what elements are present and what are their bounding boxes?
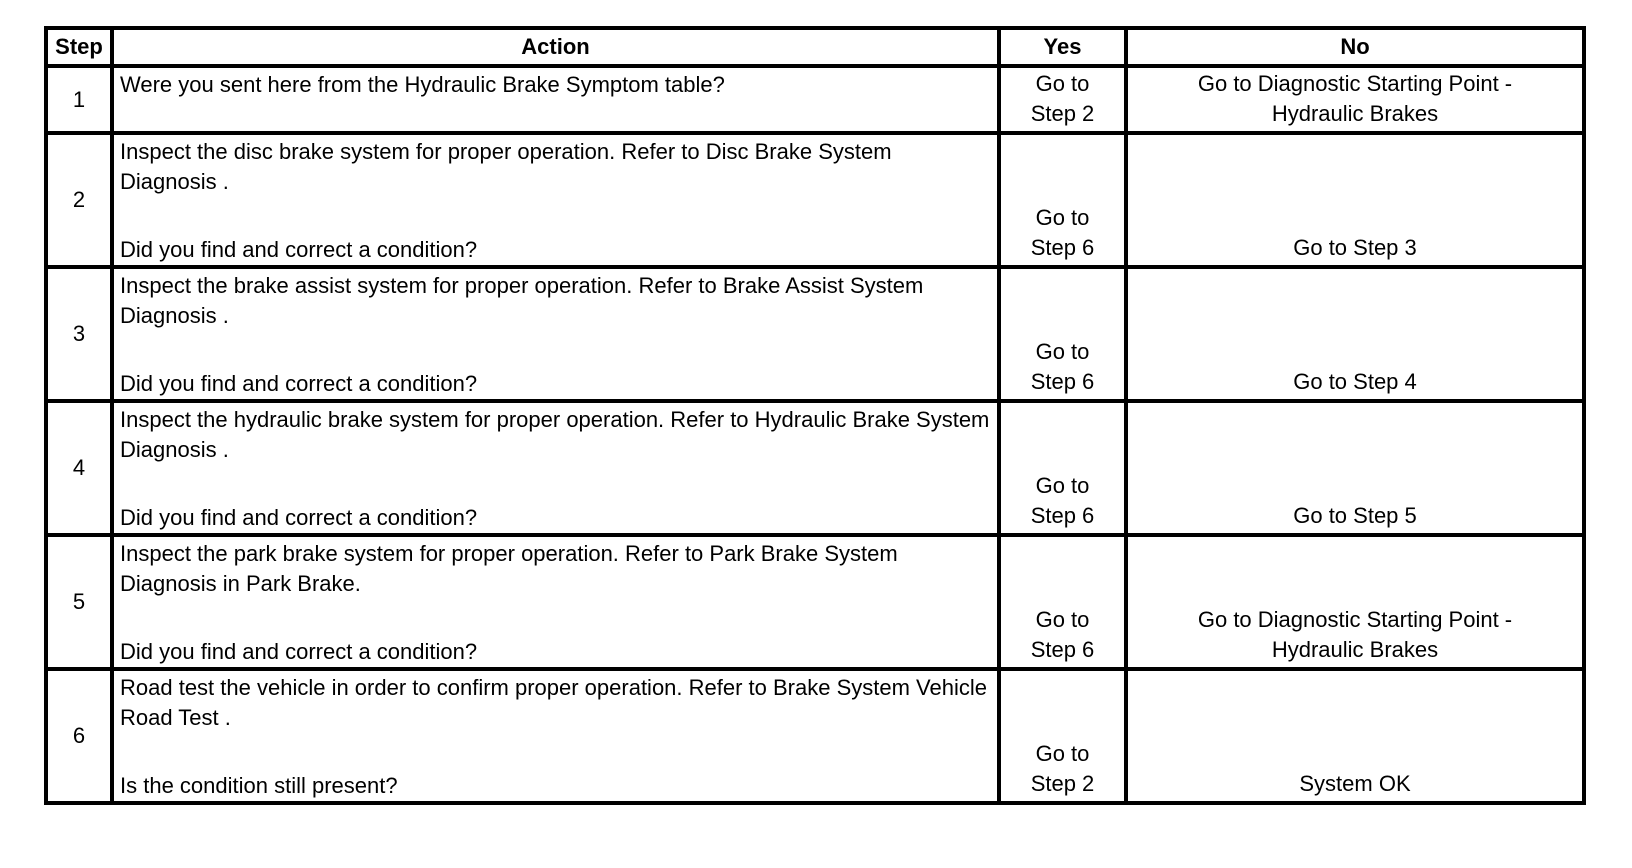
header-action: Action <box>112 28 999 66</box>
yes-cell <box>999 267 1126 401</box>
header-no: No <box>1126 28 1584 66</box>
header-yes: Yes <box>999 28 1126 66</box>
no-cell <box>1126 133 1584 267</box>
no-link-line1[interactable]: Go to Diagnostic Starting Point - <box>1197 607 1513 632</box>
step-number: 1 <box>46 66 112 133</box>
action-question: Is the condition still present? <box>120 773 398 798</box>
yes-cell <box>999 401 1126 535</box>
step-number: 3 <box>46 267 112 401</box>
yes-link-line1[interactable]: Go to <box>1035 741 1090 766</box>
action-cell <box>112 66 999 133</box>
step-number: 2 <box>46 133 112 267</box>
action-cell <box>112 267 999 401</box>
yes-cell <box>999 66 1126 133</box>
yes-link-line2[interactable]: Step 6 <box>1030 637 1095 662</box>
yes-cell <box>999 133 1126 267</box>
yes-cell <box>999 669 1126 803</box>
no-cell <box>1126 66 1584 133</box>
action-text: Inspect the disc brake system for proper operation. Refer to Disc Brake System Diagnosis . <box>120 139 892 194</box>
yes-link-line2[interactable]: Step 6 <box>1030 235 1095 260</box>
yes-link-line2[interactable]: Step 2 <box>1030 101 1095 126</box>
step-number: 4 <box>46 401 112 535</box>
action-question: Did you find and correct a condition? <box>120 371 478 396</box>
action-cell <box>112 535 999 669</box>
no-link-line2[interactable]: Go to Step 4 <box>1293 369 1417 394</box>
action-cell <box>112 401 999 535</box>
action-question: Did you find and correct a condition? <box>120 639 478 664</box>
action-text: Were you sent here from the Hydraulic Brake Symptom table? <box>120 72 725 97</box>
no-cell <box>1126 535 1584 669</box>
yes-link-line2[interactable]: Step 2 <box>1030 771 1095 796</box>
action-text: Road test the vehicle in order to confirm proper operation. Refer to Brake System Vehicle Road Test . <box>120 675 987 730</box>
diagnostic-table <box>44 26 1586 805</box>
yes-link-line1[interactable]: Go to <box>1035 473 1090 498</box>
no-link-line2[interactable]: Hydraulic Brakes <box>1271 637 1439 662</box>
header-step: Step <box>46 28 112 66</box>
action-text: Inspect the park brake system for proper operation. Refer to Park Brake System Diagnosis in Park Brake. <box>120 541 898 596</box>
yes-link-line1[interactable]: Go to <box>1035 607 1090 632</box>
no-link-line1[interactable]: Go to Diagnostic Starting Point - <box>1197 71 1513 96</box>
yes-cell <box>999 535 1126 669</box>
no-cell <box>1126 669 1584 803</box>
no-link-line2[interactable]: Hydraulic Brakes <box>1271 101 1439 126</box>
no-link-line2[interactable]: Go to Step 5 <box>1293 503 1417 528</box>
action-text: Inspect the brake assist system for proper operation. Refer to Brake Assist System Diagnosis . <box>120 273 924 328</box>
step-number: 6 <box>46 669 112 803</box>
table-row <box>46 267 1584 401</box>
action-text: Inspect the hydraulic brake system for proper operation. Refer to Hydraulic Brake System Diagnosis . <box>120 407 990 462</box>
yes-link-line1[interactable]: Go to <box>1035 71 1090 96</box>
yes-link-line1[interactable]: Go to <box>1035 205 1090 230</box>
no-cell <box>1126 401 1584 535</box>
no-link-line2[interactable]: System OK <box>1299 771 1411 796</box>
action-cell <box>112 133 999 267</box>
no-cell <box>1126 267 1584 401</box>
step-number: 5 <box>46 535 112 669</box>
action-question: Did you find and correct a condition? <box>120 237 478 262</box>
table-row <box>46 401 1584 535</box>
yes-link-line2[interactable]: Step 6 <box>1030 503 1095 528</box>
action-question: Did you find and correct a condition? <box>120 505 478 530</box>
table-row <box>46 535 1584 669</box>
table-row <box>46 133 1584 267</box>
table-row <box>46 66 1584 133</box>
no-link-line2[interactable]: Go to Step 3 <box>1293 235 1417 260</box>
yes-link-line2[interactable]: Step 6 <box>1030 369 1095 394</box>
table-row <box>46 669 1584 803</box>
action-cell <box>112 669 999 803</box>
header-row <box>46 28 1584 66</box>
yes-link-line1[interactable]: Go to <box>1035 339 1090 364</box>
